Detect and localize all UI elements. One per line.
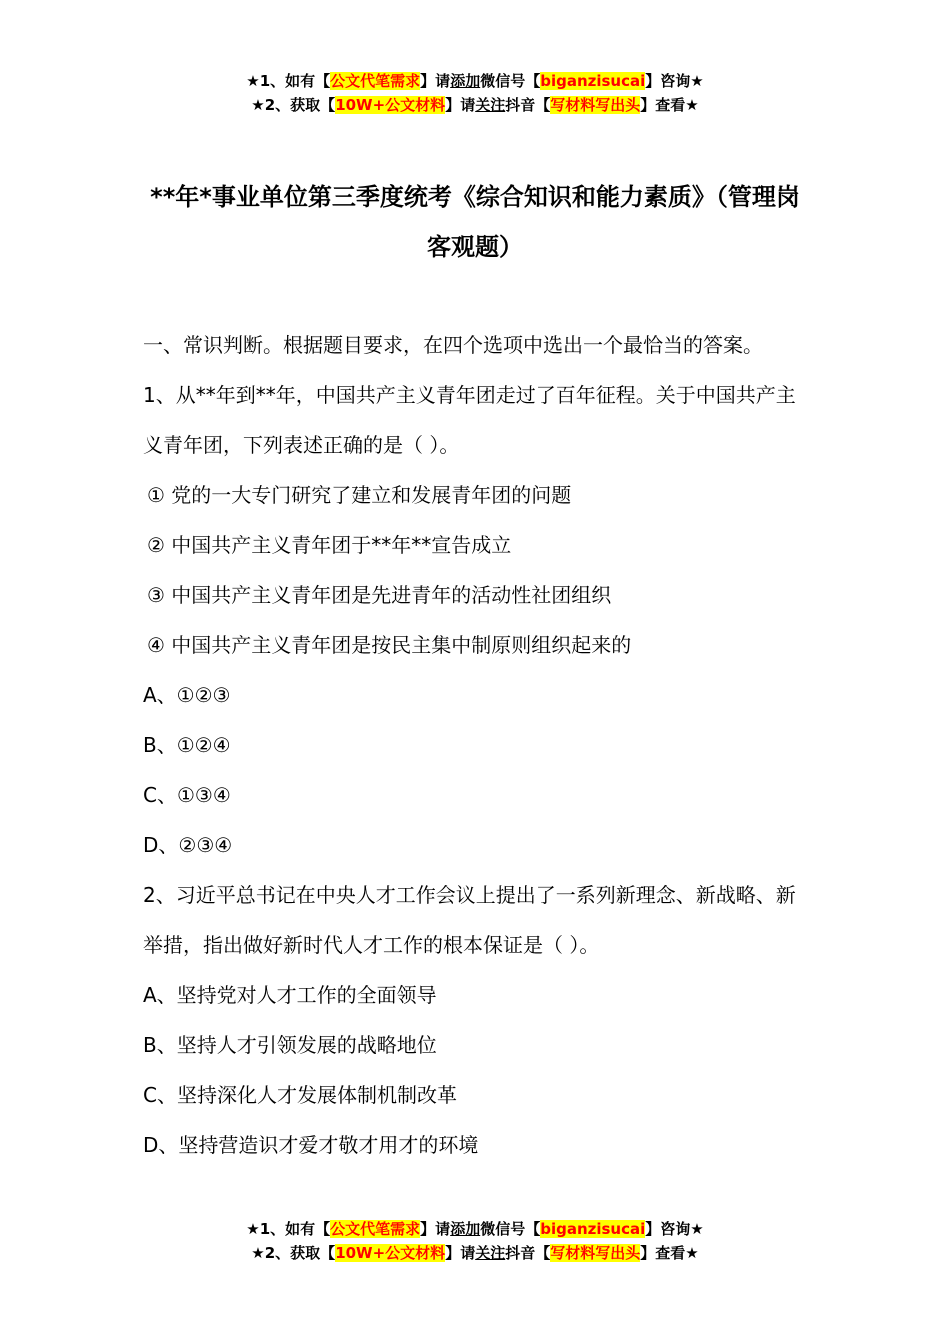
banner-text: 】请 [420,72,451,90]
section-heading: 一、常识判断。根据题目要求，在四个选项中选出一个最恰当的答案。 [143,333,763,357]
banner-text: ★2、获取【 [251,96,336,114]
question-1-option-b: B、①②④ [143,733,231,757]
question-1-option-c: C、①③④ [143,783,231,807]
banner-underline: 关注 [475,96,506,114]
banner-underline: 关注 [475,1244,506,1262]
banner-underline: 添加 [450,72,481,90]
document-title: **年*事业单位第三季度统考《综合知识和能力素质》（管理岗客观题） [150,183,800,261]
banner-line-1 [0,1217,950,1241]
banner-highlight: 10W+公文材料 [335,1244,446,1262]
banner-text: ★1、如有【 [246,72,331,90]
banner-text: 】咨询★ [645,72,704,90]
banner-line-1 [0,69,950,93]
banner-text: 】查看★ [640,96,699,114]
banner-text: 】咨询★ [645,1220,704,1238]
question-1-statement: ③ 中国共产主义青年团是先进青年的活动性社团组织 [147,583,612,607]
banner-text: ★2、获取【 [251,1244,336,1262]
question-2-option-b: B、坚持人才引领发展的战略地位 [143,1033,437,1057]
question-1-statement: ④ 中国共产主义青年团是按民主集中制原则组织起来的 [147,633,632,657]
banner-highlight: 10W+公文材料 [335,96,446,114]
question-1-option-a: A、①②③ [143,683,231,707]
question-2-option-a: A、坚持党对人才工作的全面领导 [143,983,437,1007]
banner-highlight: 写材料写出头 [550,1244,641,1262]
banner-highlight: biganzisucai [540,1220,646,1238]
document-body [143,320,808,1170]
banner-text: 】请 [445,96,476,114]
banner-highlight: 公文代笔需求 [330,1220,421,1238]
banner-highlight: 公文代笔需求 [330,72,421,90]
banner-text: 微信号【 [480,1220,541,1238]
question-1-option-d: D、②③④ [143,833,233,857]
footer-banner [0,1217,950,1265]
banner-line-2 [0,1241,950,1265]
question-1-statement: ① 党的一大专门研究了建立和发展青年团的问题 [147,483,572,507]
question-2-option-d: D、坚持营造识才爱才敬才用才的环境 [143,1133,479,1157]
banner-text: ★1、如有【 [246,1220,331,1238]
banner-line-2 [0,93,950,117]
banner-text: 】请 [420,1220,451,1238]
banner-underline: 添加 [450,1220,481,1238]
question-2-option-c: C、坚持深化人才发展体制机制改革 [143,1083,457,1107]
banner-text: 】请 [445,1244,476,1262]
banner-text: 微信号【 [480,72,541,90]
banner-text: 抖音【 [505,96,551,114]
banner-highlight: 写材料写出头 [550,96,641,114]
banner-highlight: biganzisucai [540,72,646,90]
question-1-statement: ② 中国共产主义青年团于**年**宣告成立 [147,533,512,557]
banner-text: 】查看★ [640,1244,699,1262]
banner-text: 抖音【 [505,1244,551,1262]
header-banner [0,69,950,117]
question-2-stem: 2、习近平总书记在中央人才工作会议上提出了一系列新理念、新战略、新举措，指出做好新时代人才工作的根本保证是（ ）。 [143,883,796,957]
question-1-stem: 1、从**年到**年，中国共产主义青年团走过了百年征程。关于中国共产主义青年团，下列表述正确的是（ ）。 [143,383,796,457]
